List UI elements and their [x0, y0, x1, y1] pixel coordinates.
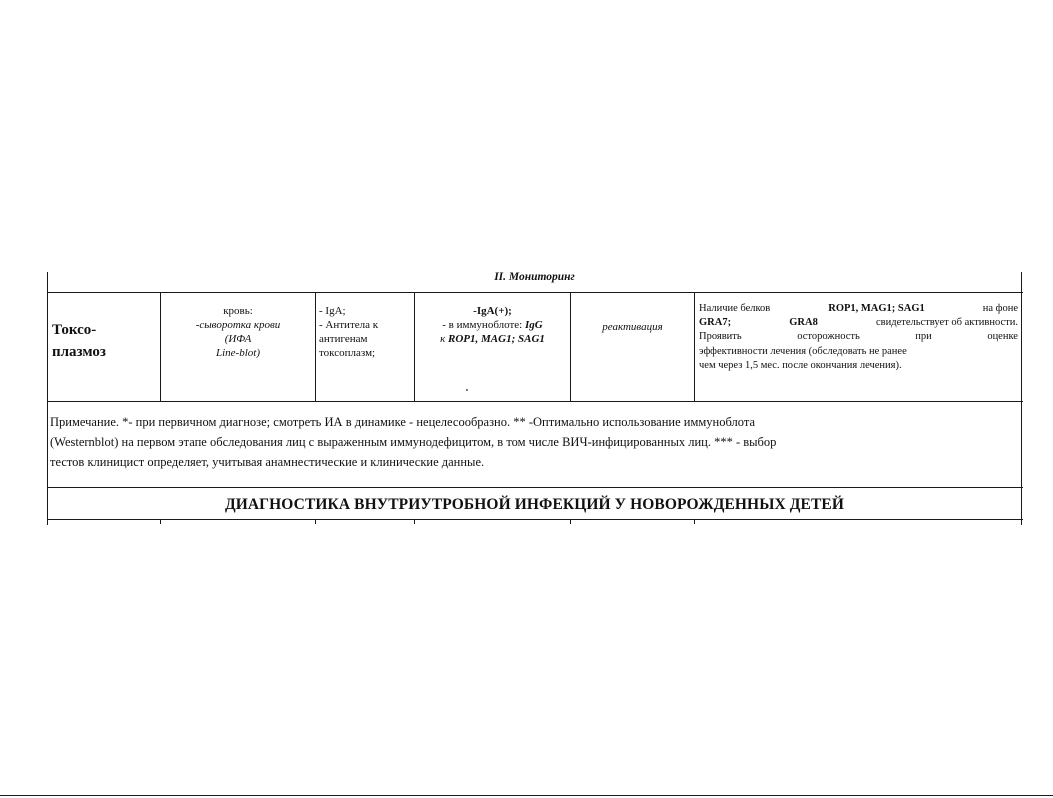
- scan-speck: [466, 389, 468, 391]
- result-proteins: ROP1, MAG1; SAG1: [448, 333, 545, 345]
- column-rule: [694, 292, 695, 401]
- disease-line: Токсо-: [52, 322, 97, 338]
- findings-text: Проявить: [699, 331, 742, 343]
- column-rule: [315, 292, 316, 401]
- table-rule: [47, 401, 1023, 402]
- findings-text: Наличие белков: [699, 303, 771, 314]
- result-text: к: [440, 333, 446, 345]
- findings-text: свидетельствует об активности.: [876, 317, 1018, 329]
- table-rule: [47, 487, 1023, 488]
- result-text: - в иммуноблоте:: [442, 319, 523, 331]
- column-tick: [160, 519, 161, 524]
- footnote-line: (Westernblot) на первом этапе обследования лиц с выраженным иммунодефицитом, в том числе ВИЧ-инфицированных лиц. *** - выбор: [50, 435, 777, 449]
- findings-proteins: GRA8: [789, 317, 818, 329]
- table-rule: [47, 519, 1023, 520]
- findings-line: [699, 302, 1018, 316]
- result-antibody: IgG: [524, 319, 543, 331]
- page-bottom-rule: [0, 795, 1053, 796]
- findings-text: при: [915, 331, 932, 343]
- findings-line: [699, 330, 1018, 344]
- marker-line: антигенам: [319, 333, 368, 345]
- disease-name: [52, 319, 106, 363]
- column-tick: [414, 519, 415, 524]
- footnote-line: тестов клиницист определяет, учитывая анамнестические и клинические данные.: [50, 455, 485, 469]
- material-line: Line-blot): [216, 347, 260, 359]
- marker-line: - IgA;: [319, 305, 346, 317]
- marker-line: токсоплазм;: [319, 347, 376, 359]
- findings-proteins: GRA7;: [699, 317, 732, 329]
- material-line: (ИФА: [224, 333, 252, 345]
- findings-proteins: ROP1, MAG1; SAG1: [828, 303, 925, 314]
- column-rule: [570, 292, 571, 401]
- findings-text: осторожность: [797, 331, 860, 343]
- interpretation-cell: реактивация: [602, 321, 663, 333]
- next-section-title: ДИАГНОСТИКА ВНУТРИУТРОБНОЙ ИНФЕКЦИЙ У НОВОРОЖДЕННЫХ ДЕТЕЙ: [224, 496, 845, 513]
- findings-text: на фоне: [982, 303, 1018, 314]
- findings-line: [699, 316, 1018, 330]
- material-cell: [161, 304, 315, 360]
- findings-cell: [699, 302, 1018, 373]
- findings-line: [699, 345, 1018, 359]
- result-cell: [415, 304, 570, 346]
- column-tick: [570, 519, 571, 524]
- footnote: [50, 412, 1018, 472]
- findings-line: чем через 1,5 мес. после окончания лечения).: [699, 359, 902, 371]
- material-line: кровь:: [223, 305, 253, 317]
- material-line: -сыворотка крови: [195, 319, 281, 331]
- footnote-line: Примечание. *- при первичном диагнозе; смотреть ИА в динамике - нецелесообразно. ** -Оптимально использование иммуноблота: [50, 415, 756, 429]
- markers-cell: [319, 304, 413, 360]
- result-line: [415, 332, 570, 346]
- result-line: -IgA(+);: [473, 305, 512, 317]
- column-tick: [315, 519, 316, 524]
- column-tick: [694, 519, 695, 524]
- section-title: II. Мониторинг: [494, 271, 575, 283]
- result-line: [415, 318, 570, 332]
- marker-line: - Антитела к: [319, 319, 379, 331]
- table-border-left: [47, 272, 48, 525]
- table-rule: [47, 292, 1023, 293]
- table-border-right: [1021, 272, 1022, 525]
- findings-text: оценке: [987, 331, 1018, 343]
- findings-text: эффективности лечения (обследовать не ранее: [699, 345, 907, 357]
- disease-line: плазмоз: [52, 344, 106, 360]
